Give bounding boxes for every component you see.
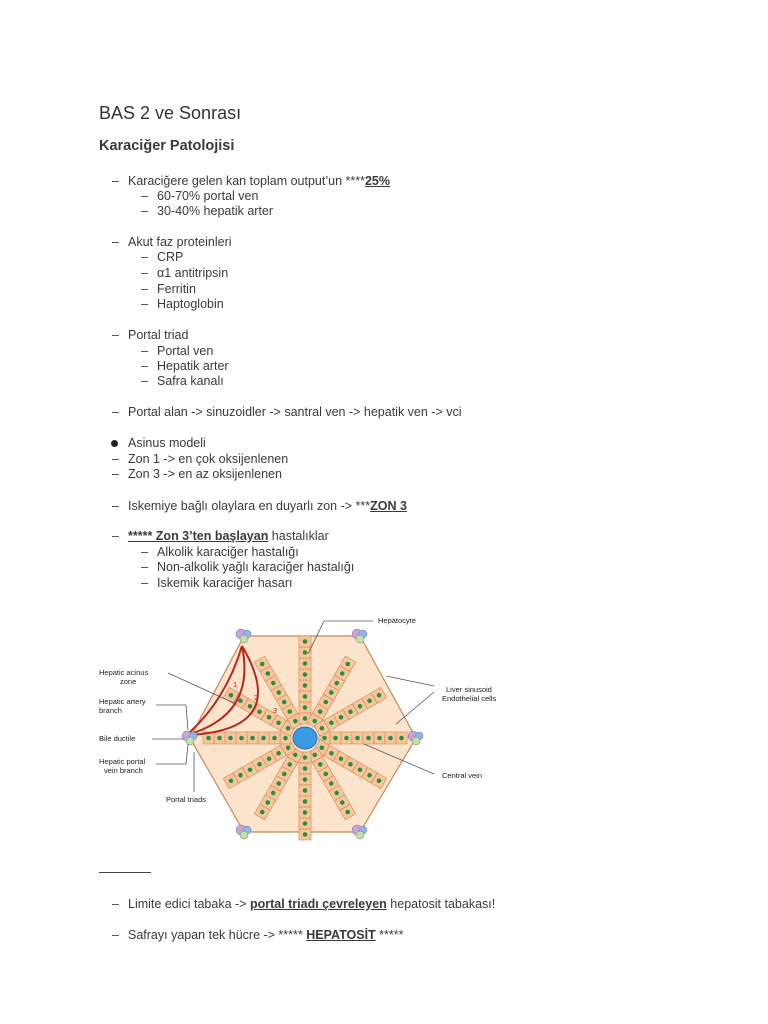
dash-marker: – — [141, 374, 148, 388]
list-item-text: hastalıklar — [268, 529, 329, 543]
list-item — [128, 897, 495, 911]
dash-marker: – — [141, 576, 148, 590]
dash-marker: – — [141, 344, 148, 358]
hepatocyte-plate — [203, 732, 291, 744]
list-item: Portal alan -> sinuzoidler -> santral ven -> hepatik ven -> vci — [128, 405, 462, 419]
sub-list-item: 30-40% hepatik arter — [157, 204, 274, 218]
label-bile: Bile ductile — [99, 734, 136, 743]
sub-list-item: Ferritin — [157, 282, 196, 296]
dash-marker: – — [112, 928, 119, 942]
list-item-text: Safrayı yapan tek hücre -> ***** — [128, 928, 307, 942]
dash-marker: – — [141, 545, 148, 559]
portal-triad — [236, 825, 251, 839]
dash-marker: – — [141, 266, 148, 280]
dash-marker: – — [141, 560, 148, 574]
label-acinus-2: zone — [120, 677, 137, 686]
list-item-text-end: hepatosit tabakası! — [386, 897, 496, 911]
zone-number-3: 3 — [273, 706, 278, 715]
list-item-text: Limite edici tabaka -> — [128, 897, 250, 911]
label-portal-triads: Portal triads — [166, 795, 207, 804]
separator-line — [99, 872, 151, 873]
label-sinusoid: Liver sinusoid — [446, 685, 492, 694]
list-item: Akut faz proteinleri — [128, 235, 232, 249]
dash-marker: – — [141, 189, 148, 203]
list-item-text-end: ***** — [375, 928, 404, 942]
list-item: Asinus modeli — [128, 436, 206, 450]
dash-marker: – — [112, 467, 119, 481]
label-artery: Hepatic artery — [99, 697, 146, 706]
section-title: Karaciğer Patolojisi — [99, 138, 235, 154]
portal-triad — [352, 825, 367, 839]
sub-list-item: Non-alkolik yağlı karaciğer hastalığı — [157, 560, 355, 574]
label-hepatocyte: Hepatocyte — [378, 616, 416, 625]
dash-marker: – — [141, 250, 148, 264]
dash-marker: – — [112, 235, 119, 249]
sub-list-item: Safra kanalı — [157, 374, 224, 388]
dash-marker: – — [112, 897, 119, 911]
sub-list-item: 60-70% portal ven — [157, 189, 259, 203]
list-item — [128, 529, 329, 543]
label-endothelial: Endothelial cells — [442, 694, 497, 703]
dash-marker: – — [112, 174, 119, 188]
highlight-text: ***** Zon 3’ten başlayan — [128, 529, 269, 543]
sub-list-item: Haptoglobin — [157, 297, 224, 311]
list-item — [128, 499, 407, 513]
sub-list-item: Portal ven — [157, 344, 214, 358]
list-item: Zon 3 -> en az oksijenlenen — [128, 467, 282, 481]
list-item — [128, 174, 390, 188]
highlight-text: ZON 3 — [370, 499, 407, 513]
zone-number-2: 2 — [254, 693, 259, 702]
page-title: BAS 2 ve Sonrası — [99, 103, 242, 123]
list-item: Portal triad — [128, 328, 189, 342]
dash-marker: – — [141, 282, 148, 296]
highlight-text: portal triadı çevreleyen — [249, 897, 387, 911]
sub-list-item: CRP — [157, 250, 184, 264]
dash-marker: – — [141, 297, 148, 311]
dash-marker: – — [141, 204, 148, 218]
list-item: Zon 1 -> en çok oksijenlenen — [128, 452, 289, 466]
dash-marker: – — [112, 452, 119, 466]
sub-list-item: Alkolik karaciğer hastalığı — [157, 545, 299, 559]
dash-marker: – — [112, 328, 119, 342]
highlight-text: 25% — [364, 174, 390, 188]
highlight-text: HEPATOSİT — [306, 928, 376, 942]
zone-number-1: 1 — [233, 680, 238, 689]
dash-marker: – — [112, 529, 119, 543]
label-acinus: Hepatic acinus — [99, 668, 149, 677]
label-artery-2: branch — [99, 706, 122, 715]
label-portal-vein: Hepatic portal — [99, 757, 146, 766]
sub-list-item: Hepatik arter — [157, 359, 229, 373]
list-item-text: Iskemiye bağlı olaylara en duyarlı zon -> *** — [128, 499, 371, 513]
dash-marker: – — [112, 499, 119, 513]
hepatocyte-plate — [319, 732, 407, 744]
sub-list-item: α1 antitripsin — [157, 266, 229, 280]
central-vein-shape — [293, 727, 317, 749]
bullet-dot — [111, 440, 118, 447]
label-central-vein: Central vein — [442, 771, 483, 780]
liver-lobule-diagram — [96, 604, 506, 848]
list-item-text: Karaciğere gelen kan toplam output’un **** — [128, 174, 365, 188]
dash-marker: – — [141, 359, 148, 373]
list-item — [128, 928, 403, 942]
hepatocyte-plate — [299, 752, 311, 840]
label-portal-vein-2: vein branch — [104, 766, 143, 775]
sub-list-item: Iskemik karaciğer hasarı — [157, 576, 293, 590]
dash-marker: – — [112, 405, 119, 419]
hepatocyte-plate — [299, 636, 311, 724]
